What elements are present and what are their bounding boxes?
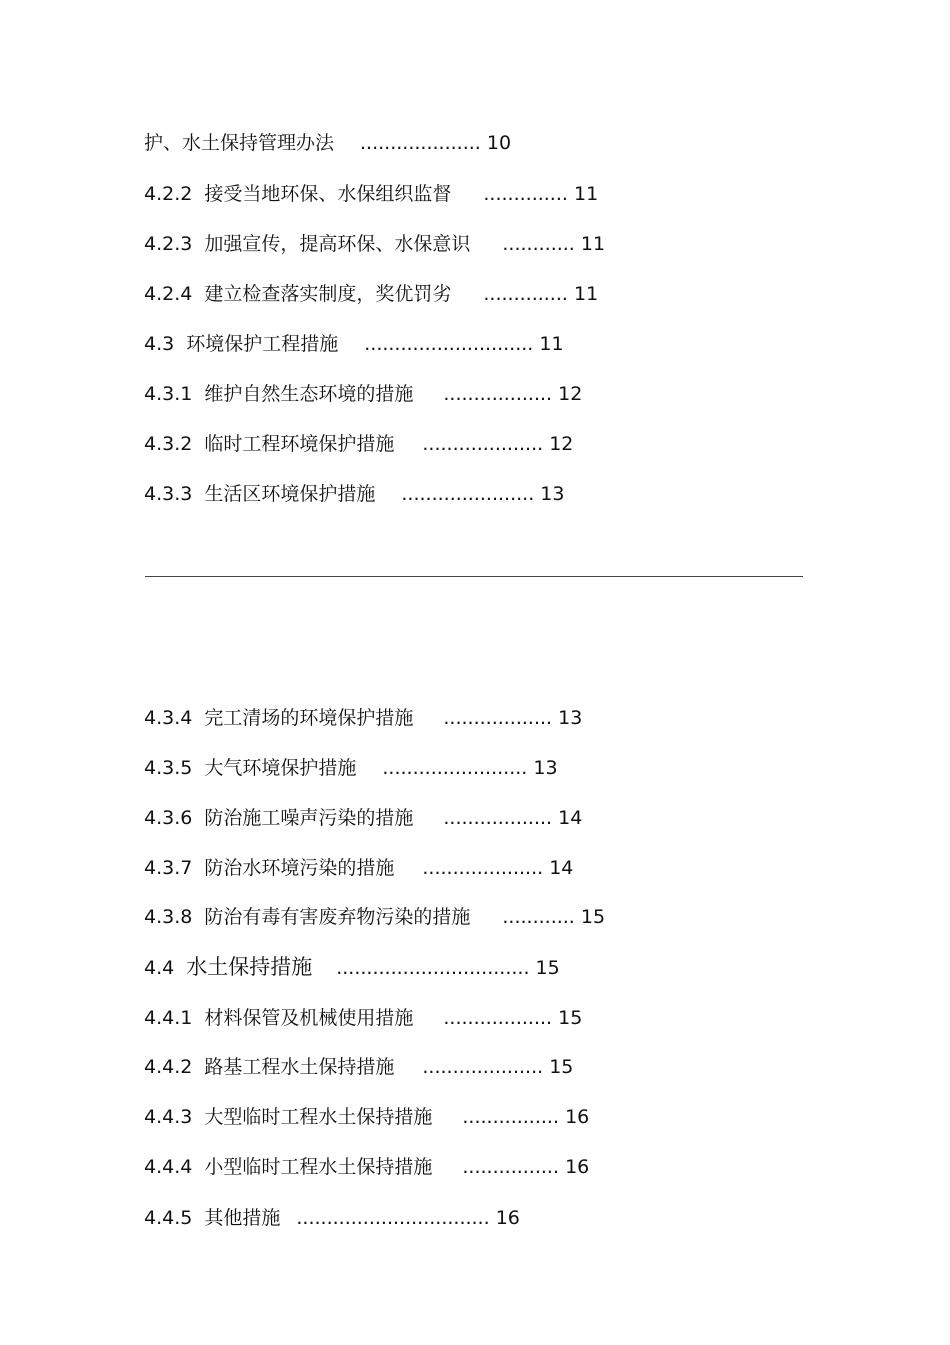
toc-entry-page: 11 bbox=[580, 233, 606, 255]
toc-entry-dots: .................. bbox=[443, 383, 553, 405]
toc-entry-dots: ........................ bbox=[382, 757, 528, 779]
toc-entry-dots: .................. bbox=[443, 1007, 553, 1029]
toc-entry-page: 16 bbox=[565, 1156, 590, 1178]
toc-entry bbox=[144, 332, 564, 356]
toc-entry-page: 13 bbox=[540, 483, 565, 505]
toc-entry-title: 防治施工噪声污染的措施 bbox=[204, 807, 414, 829]
toc-entry-number: 4.3.1 bbox=[144, 383, 193, 405]
toc-entry bbox=[144, 955, 560, 980]
toc-entry-page: 14 bbox=[558, 807, 583, 829]
toc-entry-page: 12 bbox=[558, 383, 583, 405]
toc-entry-number: 4.2.2 bbox=[144, 183, 193, 205]
toc-entry-dots: ............ bbox=[502, 906, 575, 928]
page-divider bbox=[145, 576, 803, 577]
toc-entry bbox=[144, 131, 511, 155]
toc-entry-dots: .................. bbox=[443, 707, 553, 729]
toc-entry-number: 4.3.6 bbox=[144, 807, 193, 829]
toc-entry-number: 4.4.1 bbox=[144, 1007, 193, 1029]
toc-entry bbox=[144, 232, 605, 256]
toc-entry-title: 完工清场的环境保护措施 bbox=[204, 707, 414, 729]
toc-entry bbox=[144, 482, 564, 506]
toc-entry-title: 大型临时工程水土保持措施 bbox=[204, 1106, 433, 1128]
toc-entry-page: 15 bbox=[580, 906, 606, 928]
toc-entry-page: 15 bbox=[535, 957, 560, 979]
toc-entry-number: 4.3.5 bbox=[144, 757, 193, 779]
toc-entry-page: 15 bbox=[549, 1056, 574, 1078]
toc-entry-page: 11 bbox=[573, 283, 599, 305]
toc-entry-page: 13 bbox=[533, 757, 558, 779]
toc-entry-title: 小型临时工程水土保持措施 bbox=[204, 1156, 433, 1178]
toc-entry-page: 13 bbox=[558, 707, 583, 729]
toc-entry-title: 环境保护工程措施 bbox=[186, 333, 339, 355]
toc-entry bbox=[144, 282, 598, 306]
toc-entry-title: 护、水土保持管理办法 bbox=[144, 132, 335, 154]
toc-entry-number: 4.3.3 bbox=[144, 483, 193, 505]
toc-entry-title: 加强宣传，提高环保、水保意识 bbox=[204, 233, 471, 255]
toc-entry-number: 4.4.4 bbox=[144, 1156, 193, 1178]
toc-entry bbox=[144, 1006, 582, 1030]
toc-entry-number: 4.2.4 bbox=[144, 283, 193, 305]
toc-entry-number: 4.4.5 bbox=[144, 1207, 193, 1229]
toc-entry-page: 11 bbox=[573, 183, 599, 205]
toc-entry-number: 4.4 bbox=[144, 957, 175, 979]
toc-entry bbox=[144, 706, 582, 730]
toc-entry-number: 4.4.3 bbox=[144, 1106, 193, 1128]
toc-entry-title: 临时工程环境保护措施 bbox=[204, 433, 395, 455]
toc-entry-title: 大气环境保护措施 bbox=[204, 757, 357, 779]
toc-entry-dots: ...................... bbox=[401, 483, 535, 505]
toc-entry bbox=[144, 1206, 520, 1230]
toc-entry-page: 11 bbox=[539, 333, 564, 355]
toc-entry-dots: ................ bbox=[462, 1106, 560, 1128]
toc-entry-dots: ................................ bbox=[336, 957, 530, 979]
toc-entry bbox=[144, 382, 582, 406]
toc-entry-dots: .................... bbox=[422, 433, 544, 455]
toc-entry-title: 维护自然生态环境的措施 bbox=[204, 383, 414, 405]
toc-entry bbox=[144, 432, 573, 456]
toc-entry-dots: .................... bbox=[360, 132, 481, 154]
toc-entry bbox=[144, 1155, 589, 1179]
toc-entry-number: 4.2.3 bbox=[144, 233, 193, 255]
toc-entry-number: 4.3.7 bbox=[144, 857, 193, 879]
toc-entry-page: 16 bbox=[495, 1207, 520, 1229]
toc-entry-dots: .................... bbox=[422, 1056, 544, 1078]
toc-entry-page: 16 bbox=[565, 1106, 590, 1128]
toc-entry bbox=[144, 905, 605, 929]
toc-entry bbox=[144, 856, 573, 880]
toc-entry-page: 15 bbox=[558, 1007, 583, 1029]
toc-entry-dots: .............. bbox=[483, 183, 568, 205]
toc-entry-title: 材料保管及机械使用措施 bbox=[204, 1007, 414, 1029]
toc-entry-title: 生活区环境保护措施 bbox=[204, 483, 376, 505]
toc-entry bbox=[144, 806, 582, 830]
toc-entry-page: 14 bbox=[549, 857, 574, 879]
toc-entry-title: 接受当地环保、水保组织监督 bbox=[204, 183, 452, 205]
toc-entry bbox=[144, 1055, 573, 1079]
toc-entry-dots: ................ bbox=[462, 1156, 560, 1178]
toc-entry bbox=[144, 1105, 589, 1129]
toc-entry-dots: ............ bbox=[502, 233, 575, 255]
toc-entry-dots: ............................ bbox=[364, 333, 534, 355]
toc-entry-dots: .................. bbox=[443, 807, 553, 829]
toc-entry bbox=[144, 182, 598, 206]
toc-entry-number: 4.3.4 bbox=[144, 707, 193, 729]
toc-entry-title: 路基工程水土保持措施 bbox=[204, 1056, 395, 1078]
toc-entry-title: 防治有毒有害废弃物污染的措施 bbox=[204, 906, 471, 928]
toc-entry-page: 12 bbox=[549, 433, 574, 455]
toc-entry-page: 10 bbox=[486, 132, 512, 154]
toc-entry-dots: .............. bbox=[483, 283, 568, 305]
toc-entry-number: 4.4.2 bbox=[144, 1056, 193, 1078]
toc-entry-number: 4.3.2 bbox=[144, 433, 193, 455]
toc-entry-number: 4.3 bbox=[144, 333, 175, 355]
toc-entry-dots: ................................ bbox=[296, 1207, 490, 1229]
toc-entry bbox=[144, 756, 558, 780]
toc-entry-title: 其他措施 bbox=[204, 1207, 281, 1229]
toc-entry-dots: .................... bbox=[422, 857, 544, 879]
toc-entry-title: 防治水环境污染的措施 bbox=[204, 857, 395, 879]
toc-entry-number: 4.3.8 bbox=[144, 906, 193, 928]
toc-entry-title: 建立检查落实制度，奖优罚劣 bbox=[204, 283, 452, 305]
toc-entry-title: 水土保持措施 bbox=[186, 955, 313, 979]
